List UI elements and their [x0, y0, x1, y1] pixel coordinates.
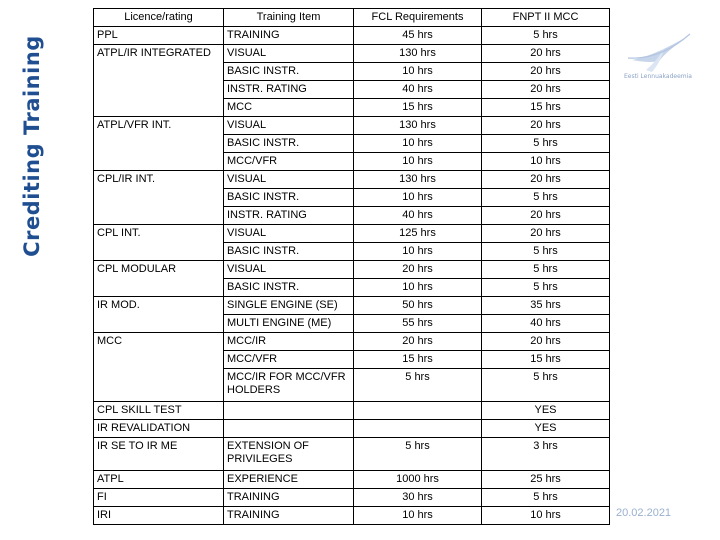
- fcl-requirement-cell: 30 hrs: [354, 489, 482, 507]
- table-row: [94, 27, 610, 45]
- training-item-cell: VISUAL: [224, 45, 354, 63]
- table-row: [94, 261, 610, 279]
- table-row: [94, 438, 610, 471]
- fnpt-cell: 5 hrs: [482, 243, 610, 261]
- fnpt-cell: YES: [482, 420, 610, 438]
- training-item-cell: BASIC INSTR.: [224, 189, 354, 207]
- training-item-cell: TRAINING: [224, 27, 354, 45]
- col-header-training-item: Training Item: [224, 9, 354, 27]
- training-item-cell: EXPERIENCE: [224, 471, 354, 489]
- fcl-requirement-cell: 20 hrs: [354, 333, 482, 351]
- licence-cell: CPL MODULAR: [94, 261, 224, 297]
- fcl-requirement-cell: 15 hrs: [354, 351, 482, 369]
- fnpt-cell: 5 hrs: [482, 369, 610, 402]
- training-item-cell: MCC/VFR: [224, 153, 354, 171]
- fcl-requirement-cell: 10 hrs: [354, 135, 482, 153]
- fcl-requirement-cell: 45 hrs: [354, 27, 482, 45]
- table-row: [94, 402, 610, 420]
- fcl-requirement-cell: [354, 420, 482, 438]
- fnpt-cell: 40 hrs: [482, 315, 610, 333]
- training-item-cell: INSTR. RATING: [224, 207, 354, 225]
- table-row: [94, 117, 610, 135]
- licence-cell: ATPL/IR INTEGRATED: [94, 45, 224, 117]
- table-row: [94, 45, 610, 63]
- fcl-requirement-cell: 55 hrs: [354, 315, 482, 333]
- training-item-cell: INSTR. RATING: [224, 81, 354, 99]
- table-row: [94, 420, 610, 438]
- training-item-cell: VISUAL: [224, 261, 354, 279]
- fnpt-cell: 20 hrs: [482, 171, 610, 189]
- fnpt-cell: 20 hrs: [482, 225, 610, 243]
- fnpt-cell: 20 hrs: [482, 207, 610, 225]
- col-header-fnpt: FNPT II MCC: [482, 9, 610, 27]
- training-item-cell: MCC: [224, 99, 354, 117]
- fcl-requirement-cell: 20 hrs: [354, 261, 482, 279]
- table-row: [94, 297, 610, 315]
- training-item-cell: BASIC INSTR.: [224, 243, 354, 261]
- table-row: [94, 171, 610, 189]
- fnpt-cell: 20 hrs: [482, 63, 610, 81]
- training-item-cell: MULTI ENGINE (ME): [224, 315, 354, 333]
- fnpt-cell: 5 hrs: [482, 261, 610, 279]
- training-item-cell: MCC/IR FOR MCC/VFR HOLDERS: [224, 369, 354, 402]
- table-row: [94, 489, 610, 507]
- table-body: [94, 27, 610, 525]
- licence-cell: FI: [94, 489, 224, 507]
- fcl-requirement-cell: 50 hrs: [354, 297, 482, 315]
- training-item-cell: MCC/VFR: [224, 351, 354, 369]
- col-header-fcl: FCL Requirements: [354, 9, 482, 27]
- fcl-requirement-cell: 10 hrs: [354, 243, 482, 261]
- page-title: Crediting Training: [20, 35, 44, 257]
- fcl-requirement-cell: 130 hrs: [354, 45, 482, 63]
- fnpt-cell: YES: [482, 402, 610, 420]
- fnpt-cell: 20 hrs: [482, 117, 610, 135]
- licence-cell: CPL SKILL TEST: [94, 402, 224, 420]
- training-item-cell: [224, 420, 354, 438]
- fnpt-cell: 15 hrs: [482, 99, 610, 117]
- col-header-licence: Licence/rating: [94, 9, 224, 27]
- licence-cell: IR MOD.: [94, 297, 224, 333]
- fnpt-cell: 5 hrs: [482, 135, 610, 153]
- fcl-requirement-cell: 10 hrs: [354, 279, 482, 297]
- fcl-requirement-cell: 5 hrs: [354, 369, 482, 402]
- fnpt-cell: 5 hrs: [482, 189, 610, 207]
- licence-cell: IR SE TO IR ME: [94, 438, 224, 471]
- training-item-cell: MCC/IR: [224, 333, 354, 351]
- training-item-cell: [224, 402, 354, 420]
- training-item-cell: EXTENSION OF PRIVILEGES: [224, 438, 354, 471]
- table-header-row: [94, 9, 610, 27]
- licence-cell: ATPL/VFR INT.: [94, 117, 224, 171]
- training-item-cell: VISUAL: [224, 117, 354, 135]
- training-item-cell: BASIC INSTR.: [224, 279, 354, 297]
- fnpt-cell: 10 hrs: [482, 507, 610, 525]
- training-item-cell: TRAINING: [224, 489, 354, 507]
- fnpt-cell: 15 hrs: [482, 351, 610, 369]
- licence-cell: ATPL: [94, 471, 224, 489]
- licence-cell: IR REVALIDATION: [94, 420, 224, 438]
- fnpt-cell: 5 hrs: [482, 279, 610, 297]
- fnpt-cell: 20 hrs: [482, 333, 610, 351]
- table-row: [94, 333, 610, 351]
- fnpt-cell: 25 hrs: [482, 471, 610, 489]
- licence-cell: CPL INT.: [94, 225, 224, 261]
- licence-cell: PPL: [94, 27, 224, 45]
- fcl-requirement-cell: 130 hrs: [354, 117, 482, 135]
- fnpt-cell: 20 hrs: [482, 81, 610, 99]
- fcl-requirement-cell: 40 hrs: [354, 207, 482, 225]
- fcl-requirement-cell: 10 hrs: [354, 189, 482, 207]
- table-row: [94, 225, 610, 243]
- fcl-requirement-cell: 40 hrs: [354, 81, 482, 99]
- training-item-cell: SINGLE ENGINE (SE): [224, 297, 354, 315]
- table-row: [94, 507, 610, 525]
- fnpt-cell: 3 hrs: [482, 438, 610, 471]
- fnpt-cell: 35 hrs: [482, 297, 610, 315]
- fcl-requirement-cell: [354, 402, 482, 420]
- fnpt-cell: 5 hrs: [482, 27, 610, 45]
- fcl-requirement-cell: 10 hrs: [354, 153, 482, 171]
- licence-cell: CPL/IR INT.: [94, 171, 224, 225]
- fnpt-cell: 20 hrs: [482, 45, 610, 63]
- licence-cell: MCC: [94, 333, 224, 402]
- fcl-requirement-cell: 10 hrs: [354, 63, 482, 81]
- fcl-requirement-cell: 5 hrs: [354, 438, 482, 471]
- fcl-requirement-cell: 1000 hrs: [354, 471, 482, 489]
- table-row: [94, 471, 610, 489]
- footer-date: 20.02.2021: [616, 507, 672, 519]
- fcl-requirement-cell: 125 hrs: [354, 225, 482, 243]
- training-item-cell: VISUAL: [224, 171, 354, 189]
- crediting-table: [93, 8, 610, 525]
- training-item-cell: BASIC INSTR.: [224, 63, 354, 81]
- logo-caption: Eesti Lennuakadeemia: [624, 73, 692, 80]
- fcl-requirement-cell: 130 hrs: [354, 171, 482, 189]
- training-item-cell: VISUAL: [224, 225, 354, 243]
- fcl-requirement-cell: 15 hrs: [354, 99, 482, 117]
- training-item-cell: BASIC INSTR.: [224, 135, 354, 153]
- fnpt-cell: 5 hrs: [482, 489, 610, 507]
- training-item-cell: TRAINING: [224, 507, 354, 525]
- fnpt-cell: 10 hrs: [482, 153, 610, 171]
- fcl-requirement-cell: 10 hrs: [354, 507, 482, 525]
- licence-cell: IRI: [94, 507, 224, 525]
